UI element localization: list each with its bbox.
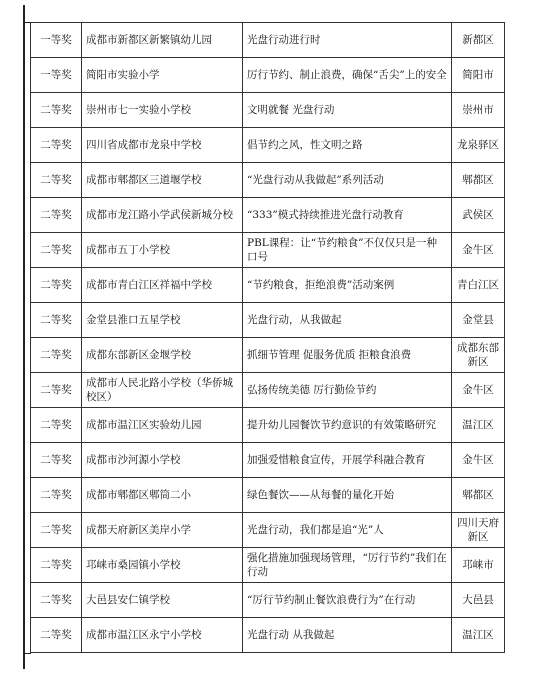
school-cell: 成都市温江区实验幼儿园 bbox=[82, 408, 243, 443]
school-cell: 成都市龙江路小学武侯新城分校 bbox=[82, 198, 243, 233]
table-row bbox=[31, 618, 505, 653]
table-row bbox=[31, 548, 505, 583]
region-cell: 邛崃市 bbox=[452, 548, 505, 583]
awards-table bbox=[30, 22, 505, 653]
awards-table-body bbox=[31, 23, 505, 653]
project-cell: 光盘行动进行时 bbox=[243, 23, 452, 58]
award-cell: 二等奖 bbox=[31, 338, 82, 373]
award-cell: 二等奖 bbox=[31, 583, 82, 618]
school-cell: 崇州市七一实验小学校 bbox=[82, 93, 243, 128]
award-cell: 二等奖 bbox=[31, 618, 82, 653]
project-cell: “厉行节约制止餐饮浪费行为”在行动 bbox=[243, 583, 452, 618]
project-cell: 光盘行动，从我做起 bbox=[243, 303, 452, 338]
region-cell: 简阳市 bbox=[452, 58, 505, 93]
school-cell: 成都市郫都区三道堰学校 bbox=[82, 163, 243, 198]
award-cell: 二等奖 bbox=[31, 443, 82, 478]
region-cell: 崇州市 bbox=[452, 93, 505, 128]
award-cell: 二等奖 bbox=[31, 163, 82, 198]
table-row bbox=[31, 478, 505, 513]
region-cell: 青白江区 bbox=[452, 268, 505, 303]
school-cell: 成都天府新区美岸小学 bbox=[82, 513, 243, 548]
project-cell: 倡节约之风，性文明之路 bbox=[243, 128, 452, 163]
school-cell: 成都市青白江区祥福中学校 bbox=[82, 268, 243, 303]
award-cell: 二等奖 bbox=[31, 303, 82, 338]
margin-rule bbox=[23, 5, 25, 669]
table-row bbox=[31, 93, 505, 128]
table-row bbox=[31, 128, 505, 163]
project-cell: 文明就餐 光盘行动 bbox=[243, 93, 452, 128]
school-cell: 成都市人民北路小学校（华侨城校区） bbox=[82, 373, 243, 408]
region-cell: 金牛区 bbox=[452, 373, 505, 408]
region-cell: 郫都区 bbox=[452, 478, 505, 513]
project-cell: 抓细节管理 促服务优质 拒粮食浪费 bbox=[243, 338, 452, 373]
school-cell: 成都东部新区金堰学校 bbox=[82, 338, 243, 373]
school-cell: 四川省成都市龙泉中学校 bbox=[82, 128, 243, 163]
margin-tick-bottom bbox=[23, 653, 31, 654]
region-cell: 温江区 bbox=[452, 408, 505, 443]
table-row bbox=[31, 513, 505, 548]
project-cell: PBL课程：让“节约粮食”不仅仅只是一种口号 bbox=[243, 233, 452, 268]
project-cell: 提升幼儿园餐饮节约意识的有效策略研究 bbox=[243, 408, 452, 443]
award-cell: 二等奖 bbox=[31, 233, 82, 268]
region-cell: 金牛区 bbox=[452, 233, 505, 268]
region-cell: 大邑县 bbox=[452, 583, 505, 618]
award-cell: 二等奖 bbox=[31, 548, 82, 583]
project-cell: “节约粮食，拒绝浪费”活动案例 bbox=[243, 268, 452, 303]
award-cell: 二等奖 bbox=[31, 268, 82, 303]
school-cell: 成都市五丁小学校 bbox=[82, 233, 243, 268]
table-row bbox=[31, 198, 505, 233]
project-cell: 绿色餐饮——从每餐的量化开始 bbox=[243, 478, 452, 513]
region-cell: 武侯区 bbox=[452, 198, 505, 233]
region-cell: 温江区 bbox=[452, 618, 505, 653]
table-row bbox=[31, 443, 505, 478]
region-cell: 龙泉驿区 bbox=[452, 128, 505, 163]
table-row bbox=[31, 23, 505, 58]
award-cell: 二等奖 bbox=[31, 128, 82, 163]
school-cell: 大邑县安仁镇学校 bbox=[82, 583, 243, 618]
award-cell: 二等奖 bbox=[31, 478, 82, 513]
project-cell: 加强爱惜粮食宣传，开展学科融合教育 bbox=[243, 443, 452, 478]
award-cell: 一等奖 bbox=[31, 23, 82, 58]
table-row bbox=[31, 408, 505, 443]
award-cell: 二等奖 bbox=[31, 373, 82, 408]
school-cell: 成都市郫都区郫筒二小 bbox=[82, 478, 243, 513]
school-cell: 成都市沙河源小学校 bbox=[82, 443, 243, 478]
table-row bbox=[31, 373, 505, 408]
region-cell: 金牛区 bbox=[452, 443, 505, 478]
table-row bbox=[31, 583, 505, 618]
table-row bbox=[31, 338, 505, 373]
table-row bbox=[31, 303, 505, 338]
project-cell: “333”模式持续推进光盘行动教育 bbox=[243, 198, 452, 233]
table-row bbox=[31, 58, 505, 93]
project-cell: 厉行节约、制止浪费，确保“舌尖”上的安全 bbox=[243, 58, 452, 93]
award-cell: 二等奖 bbox=[31, 408, 82, 443]
school-cell: 金堂县淮口五星学校 bbox=[82, 303, 243, 338]
region-cell: 郫都区 bbox=[452, 163, 505, 198]
region-cell: 成都东部新区 bbox=[452, 338, 505, 373]
project-cell: 光盘行动 从我做起 bbox=[243, 618, 452, 653]
table-row bbox=[31, 163, 505, 198]
project-cell: 强化措施加强现场管理，“厉行节约”我们在行动 bbox=[243, 548, 452, 583]
region-cell: 新都区 bbox=[452, 23, 505, 58]
award-cell: 二等奖 bbox=[31, 513, 82, 548]
award-cell: 二等奖 bbox=[31, 93, 82, 128]
table-row bbox=[31, 268, 505, 303]
region-cell: 四川天府新区 bbox=[452, 513, 505, 548]
region-cell: 金堂县 bbox=[452, 303, 505, 338]
project-cell: 光盘行动，我们都是追“光”人 bbox=[243, 513, 452, 548]
table-row bbox=[31, 233, 505, 268]
school-cell: 简阳市实验小学 bbox=[82, 58, 243, 93]
school-cell: 邛崃市桑园镇小学校 bbox=[82, 548, 243, 583]
school-cell: 成都市温江区永宁小学校 bbox=[82, 618, 243, 653]
award-cell: 一等奖 bbox=[31, 58, 82, 93]
award-cell: 二等奖 bbox=[31, 198, 82, 233]
project-cell: “光盘行动从我做起”系列活动 bbox=[243, 163, 452, 198]
school-cell: 成都市新都区新繁镇幼儿园 bbox=[82, 23, 243, 58]
project-cell: 弘扬传统美德 厉行勤俭节约 bbox=[243, 373, 452, 408]
